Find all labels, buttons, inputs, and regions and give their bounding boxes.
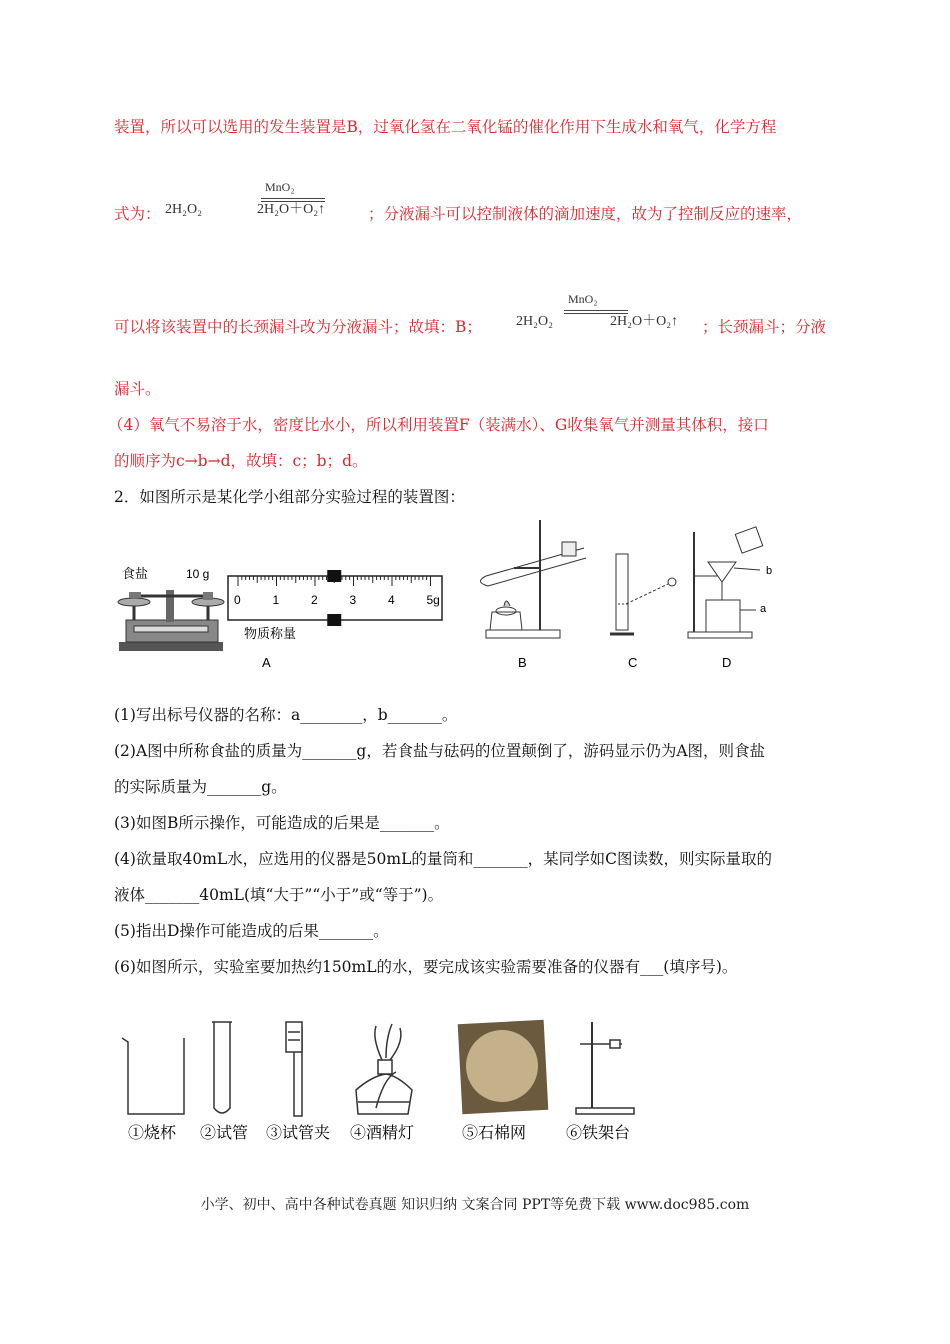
marker-b: b (766, 565, 773, 577)
page-footer: 小学、初中、高中各种试卷真题 知识归纳 文案合同 PPT等免费下载 www.doc985.com (200, 1197, 750, 1213)
answer-line-5: （4）氧气不易溶于水，密度比水小，所以利用装置F（装满水）、G收集氧气并测量其体积，接口 (108, 416, 769, 434)
instrument-label-3: ③试管夹 (266, 1125, 331, 1142)
chemical-equation-2 (516, 292, 716, 342)
answer-line-2-suffix: ；分液漏斗可以控制液体的滴加速度，故为了控制反应的速率， (368, 205, 803, 223)
instruments-figure (114, 1018, 674, 1148)
panel-c-label: C (628, 655, 638, 670)
marker-a: a (760, 603, 767, 615)
heating-apparatus-icon (480, 520, 586, 638)
question-4b: 液体_______40mL(填“大于”“小于”或“等于”)。 (114, 886, 444, 904)
rider-marker-bottom (327, 614, 341, 626)
chemical-equation-1 (165, 180, 365, 230)
panel-d-label: D (722, 655, 732, 670)
alcohol-lamp-icon (356, 1024, 412, 1114)
instrument-label-4: ④酒精灯 (350, 1125, 415, 1142)
question-2b: 的实际质量为_______g。 (114, 778, 287, 796)
answer-line-6: 的顺序为c→b→d，故填：c；b；d。 (114, 452, 368, 470)
answer-line-4: 漏斗。 (114, 380, 161, 398)
scale-tick-label: 3 (349, 593, 357, 607)
answer-line-3-prefix: 可以将该装置中的长颈漏斗改为分液漏斗；故填：B； (114, 318, 482, 336)
measuring-cylinder-icon (610, 554, 676, 634)
instrument-label-5: ⑤石棉网 (462, 1125, 527, 1142)
rider-scale (228, 570, 442, 626)
instrument-label-1: ①烧杯 (128, 1125, 177, 1142)
iron-stand-icon (576, 1022, 634, 1114)
answer-line-1: 装置，所以可以选用的发生装置是B，过氧化氢在二氧化锰的催化作用下生成水和氧气，化学方程 (114, 118, 777, 136)
test-tube-holder-icon (286, 1022, 302, 1116)
equation-products: 2H₂O＋O₂↑ (257, 202, 326, 217)
instrument-label-2: ②试管 (200, 1125, 249, 1142)
question-2a: (2)A图中所称食盐的质量为_______g，若食盐与砝码的位置颠倒了，游码显示仍为A图，则食盐 (114, 742, 766, 760)
filtration-icon (688, 527, 763, 638)
question-3: (3)如图B所示操作，可能造成的后果是_______。 (114, 814, 450, 832)
panel-a-label: A (262, 655, 271, 670)
apparatus-figure (114, 512, 804, 677)
weight-label: 10 g (186, 567, 210, 581)
rider-marker-top (327, 570, 341, 582)
test-tube-icon (212, 1022, 232, 1113)
asbestos-gauze-icon (458, 1020, 549, 1114)
answer-line-3-suffix: ；长颈漏斗；分液 (702, 318, 827, 336)
beaker-icon (122, 1038, 184, 1114)
instrument-label-6: ⑥铁架台 (566, 1125, 631, 1142)
scale-tick-label: 1 (272, 593, 280, 607)
question-6: (6)如图所示，实验室要加热约150mL的水，要完成该实验需要准备的仪器有___(填序号)。 (114, 958, 738, 976)
panel-b-label: B (518, 655, 527, 670)
question-intro: 2．如图所示是某化学小组部分实验过程的装置图： (114, 488, 465, 506)
answer-line-2-prefix: 式为： (114, 205, 161, 223)
equation-reactant: 2H₂O₂ (165, 202, 202, 217)
scale-tick-label: 0 (234, 593, 241, 607)
salt-label: 食盐 (122, 566, 149, 581)
scale-caption: 物质称量 (244, 626, 297, 641)
equation-catalyst-2: MnO₂ (568, 292, 598, 306)
equation-products-2: 2H₂O＋O₂↑ (610, 314, 679, 329)
equation-reactant-2: 2H₂O₂ (516, 314, 553, 329)
question-1: (1)写出标号仪器的名称：a________，b_______。 (114, 706, 458, 724)
scale-tick-label: 4 (388, 593, 395, 607)
scale-tick-label: 5g (426, 593, 440, 607)
question-4a: (4)欲量取40mL水，应选用的仪器是50mL的量筒和_______，某同学如C图读数，则实际量取的 (114, 850, 772, 868)
question-5: (5)指出D操作可能造成的后果_______。 (114, 922, 389, 940)
balance-icon (118, 590, 224, 651)
scale-tick-label: 2 (311, 593, 318, 607)
equation-catalyst: MnO₂ (265, 180, 295, 194)
